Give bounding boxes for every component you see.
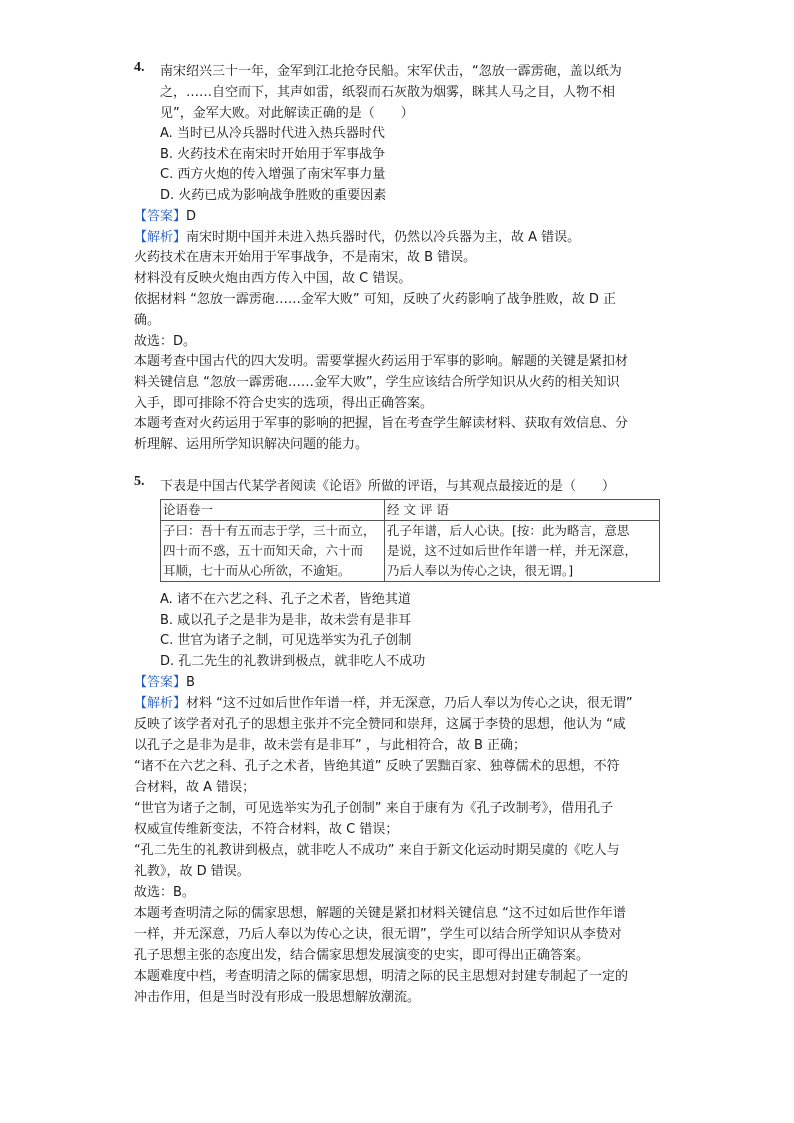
analysis-line: 确。	[134, 313, 161, 328]
table-cell-comment	[385, 521, 660, 582]
analysis-line: 本题考查对火药运用于军事的影响的把握，旨在考查学生解读材料、获取有效信息、分	[134, 416, 629, 431]
answer-value: B	[186, 675, 195, 690]
quote-table	[160, 499, 660, 582]
cell-line: 子曰：吾十有五而志于学，三十而立，	[163, 523, 376, 538]
analysis-line: 本题难度中档，考查明清之际的儒家思想，明清之际的民主思想对封建专制起了一定的	[134, 969, 629, 984]
question-4-option-b: B. 火药技术在南宋时开始用于军事战争	[160, 147, 386, 162]
analysis-line: 料关键信息 “忽放一霹雳砲……金军大败”，学生应该结合所学知识从火药的相关知识	[134, 375, 620, 390]
table-row	[161, 521, 660, 582]
question-5-option-a: A. 诸不在六艺之科、孔子之术者，皆绝其道	[160, 592, 411, 607]
question-5-stem: 下表是中国古代某学者阅读《论语》所做的评语，与其观点最接近的是（ ）	[160, 479, 616, 494]
analysis-line: 以孔子之是非为是非，故未尝有是非耳” ，与此相符合，故 B 正确；	[134, 738, 527, 753]
answer-tag: 【答案】	[134, 209, 187, 224]
question-4-stem-line: 南宋绍兴三十一年，金军到江北抢夺民船。宋军伏击，“忽放一霹雳砲，盖以纸为	[160, 64, 622, 79]
question-4-option-c: C. 西方火炮的传入增强了南宋军事力量	[160, 167, 386, 182]
analysis-line: 故选：B。	[134, 885, 195, 900]
question-4-number: 4.	[134, 60, 145, 75]
analysis-line: 本题考查明清之际的儒家思想，解题的关键是紧扣材料关键信息 “这不过如后世作年谱	[134, 906, 626, 921]
question-5-answer	[134, 673, 195, 693]
table-header-cell: 经 文 评 语	[385, 500, 660, 521]
question-4-stem-line: 之，……自空而下，其声如雷，纸裂而石灰散为烟雾，眯其人马之目，人物不相	[160, 85, 616, 100]
answer-value: D	[186, 209, 197, 224]
analysis-tag: 【解析】	[134, 230, 187, 245]
analysis-line: 孔子思想主张的态度出发，结合儒家思想发展演变的史实，即可得出正确答案。	[134, 948, 590, 963]
cell-line: 孔子年谱，后人心诀。[按：此为略言，意思	[387, 523, 630, 538]
table-header-row	[161, 500, 660, 521]
cell-line: 四十而不惑，五十而知天命，六十而	[163, 543, 364, 558]
question-4-option-a: A. 当时已从冷兵器时代进入热兵器时代	[160, 126, 385, 141]
analysis-text: 南宋时期中国并未进入热兵器时代，仍然以冷兵器为主，故 A 错误。	[186, 230, 581, 245]
cell-line: 耳顺，七十而从心所欲，不逾矩。	[163, 563, 351, 578]
question-4-option-d: D. 火药已成为影响战争胜败的重要因素	[160, 188, 387, 203]
analysis-line: 礼教》，故 D 错误。	[134, 864, 250, 879]
question-4-answer	[134, 207, 196, 227]
analysis-line: 本题考查中国古代的四大发明。需要掌握火药运用于军事的影响。解题的关键是紧扣材	[134, 354, 629, 369]
analysis-line: 反映了该学者对孔子的思想主张并不完全赞同和崇拜，这属于李贽的思想，他认为 “咸	[134, 717, 626, 732]
analysis-line: 冲击作用，但是当时没有形成一股思想解放潮流。	[134, 990, 421, 1005]
analysis-line: 依据材料 “忽放一霹雳砲……金军大败” 可知，反映了火药影响了战争胜败，故 D 正	[134, 292, 617, 307]
analysis-line: 析理解、运用所学知识解决问题的能力。	[134, 437, 369, 452]
question-4-stem-line: 见”，金军大败。对此解读正确的是（ ）	[160, 106, 414, 121]
cell-line: 乃后人奉以为传心之诀，很无谓。]	[387, 563, 574, 578]
analysis-line: 材料没有反映火炮由西方传入中国，故 C 错误。	[134, 271, 412, 286]
question-5-number: 5.	[134, 474, 145, 489]
question-5-option-b: B. 咸以孔子之是非为是非，故未尝有是非耳	[160, 613, 412, 628]
analysis-line: 入手，即可排除不符合史实的选项，得出正确答案。	[134, 396, 434, 411]
answer-tag: 【答案】	[134, 675, 187, 690]
question-5-option-d: D. 孔二先生的礼教讲到极点，就非吃人不成功	[160, 654, 426, 669]
analysis-line: 一样，并无深意，乃后人奉以为传心之诀，很无谓”，学生可以结合所学知识从李贽对	[134, 927, 622, 942]
question-5-option-c: C. 世官为诸子之制，可见选举实为孔子创制	[160, 633, 412, 648]
table-header-cell: 论语卷一	[161, 500, 385, 521]
analysis-line: “诸不在六艺之科、孔子之术者，皆绝其道” 反映了罢黜百家、独尊儒术的思想，不符	[134, 759, 620, 774]
analysis-line: 合材料，故 A 错误；	[134, 780, 256, 795]
table-cell-text	[161, 521, 385, 582]
analysis-line: “世官为诸子之制，可见选举实为孔子创制” 来自于康有为《孔子改制考》，借用孔子	[134, 801, 614, 816]
analysis-line: “孔二先生的礼教讲到极点，就非吃人不成功” 来自于新文化运动时期吴虞的《吃人与	[134, 843, 620, 858]
analysis-tag: 【解析】	[134, 696, 187, 711]
question-4-analysis-first	[134, 228, 580, 248]
question-5-analysis-first	[134, 694, 633, 714]
analysis-line: 火药技术在唐末开始用于军事战争，不是南宋，故 B 错误。	[134, 250, 477, 265]
cell-line: 是说，这不过如后世作年谱一样，并无深意，	[387, 543, 638, 558]
analysis-line: 权威宣传维新变法，不符合材料，故 C 错误；	[134, 822, 399, 837]
analysis-line: 故选：D。	[134, 334, 197, 349]
analysis-text: 材料 “这不过如后世作年谱一样，并无深意，乃后人奉以为传心之诀，很无谓”	[186, 696, 633, 711]
